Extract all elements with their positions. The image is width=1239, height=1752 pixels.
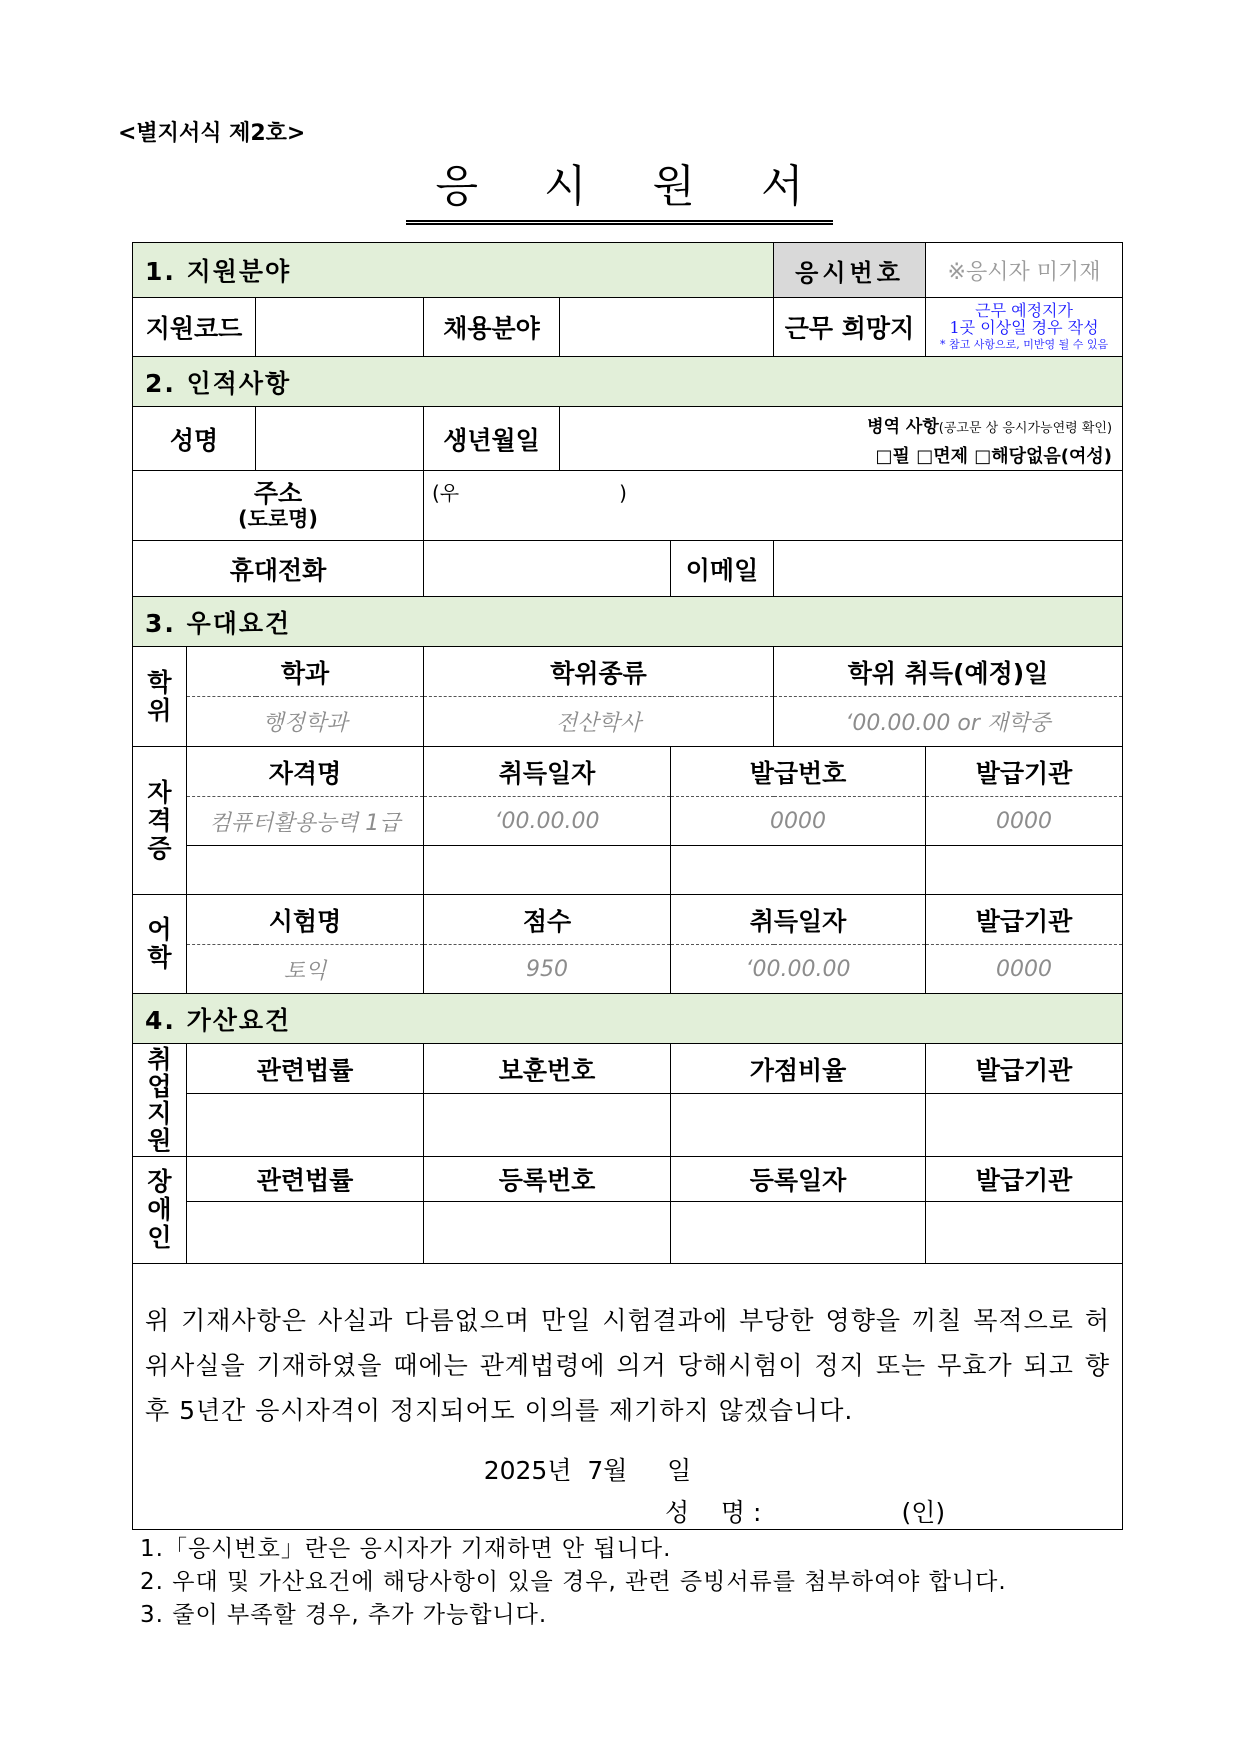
exam-number-field: ※응시자 미기재	[926, 243, 1123, 298]
degree-header-type: 학위종류	[424, 647, 774, 697]
page-title: 응 시 원 서	[406, 150, 834, 225]
lang-example-date[interactable]: ‘00.00.00	[671, 945, 926, 994]
cert-blank-date[interactable]	[424, 846, 671, 895]
declaration-date	[145, 1451, 1110, 1487]
cert-side-text: 자 격 증	[147, 777, 172, 863]
section-3-heading: 3. 우대요건	[133, 597, 1123, 647]
sign-label: 성 명 :	[665, 1498, 762, 1527]
name-field[interactable]	[256, 407, 424, 471]
exam-number-label: 응시번호	[774, 243, 926, 298]
employment-blank-law[interactable]	[187, 1094, 424, 1157]
email-label: 이메일	[671, 541, 774, 597]
section-2-heading: 2. 인적사항	[133, 357, 1123, 407]
degree-example-type[interactable]: 전산학사	[424, 697, 774, 747]
degree-example-major[interactable]: 행정학과	[187, 697, 424, 747]
workplace-note-3: * 참고 사항으로, 미반영 될 수 있음	[939, 337, 1109, 351]
lang-example-score[interactable]: 950	[424, 945, 671, 994]
disabled-header-date: 등록일자	[671, 1157, 926, 1202]
declaration-box	[133, 1264, 1123, 1530]
workplace-field[interactable]	[926, 298, 1123, 357]
cert-blank-name[interactable]	[187, 846, 424, 895]
military-options[interactable]: □필 □면제 □해당없음(여성)	[875, 445, 1113, 467]
birth-label: 생년월일	[424, 407, 560, 471]
address-label	[133, 471, 424, 541]
disabled-side-label	[133, 1157, 187, 1264]
military-note: (공고문 상 응시가능연령 확인)	[938, 420, 1113, 436]
lang-header-date: 취득일자	[671, 895, 926, 945]
address-field[interactable]	[424, 471, 1123, 541]
cert-example-date[interactable]: ‘00.00.00	[424, 797, 671, 846]
employment-header-issuer: 발급기관	[926, 1044, 1123, 1094]
military-label: 병역 사항	[867, 416, 939, 437]
workplace-label: 근무 희망지	[774, 298, 926, 357]
phone-label: 휴대전화	[133, 541, 424, 597]
lang-example-issuer[interactable]: 0000	[926, 945, 1123, 994]
disabled-side-text: 장 애 인	[147, 1167, 172, 1252]
employment-side-text: 취 업 지 원	[147, 1045, 172, 1155]
form-number: <별지서식 제2호>	[118, 121, 306, 146]
lang-side-label	[133, 895, 187, 994]
lang-example-test[interactable]: 토익	[187, 945, 424, 994]
cert-header-date: 취득일자	[424, 747, 671, 797]
disabled-blank-number[interactable]	[424, 1202, 671, 1264]
cert-side-label	[133, 747, 187, 895]
cert-blank-number[interactable]	[671, 846, 926, 895]
degree-example-date[interactable]: ‘00.00.00 or 재학중	[774, 697, 1123, 747]
apply-code-field[interactable]	[256, 298, 424, 357]
email-field[interactable]	[774, 541, 1123, 597]
section-1-heading: 1. 지원분야	[133, 243, 774, 298]
footnote-2: 2. 우대 및 가산요건에 해당사항이 있을 경우, 관련 증빙서류를 첨부하여야 합니다.	[140, 1569, 1007, 1595]
degree-side-text: 학 위	[147, 667, 172, 725]
phone-field[interactable]	[424, 541, 671, 597]
lang-header-issuer: 발급기관	[926, 895, 1123, 945]
disabled-blank-law[interactable]	[187, 1202, 424, 1264]
section-4-heading: 4. 가산요건	[133, 994, 1123, 1044]
degree-header-date: 학위 취득(예정)일	[774, 647, 1123, 697]
degree-side-label	[133, 647, 187, 747]
workplace-note-2: 1곳 이상일 경우 작성	[949, 317, 1099, 337]
date-text: 2025년 7월 일	[483, 1456, 692, 1485]
cert-blank-issuer[interactable]	[926, 846, 1123, 895]
employment-header-law: 관련법률	[187, 1044, 424, 1094]
lang-header-test: 시험명	[187, 895, 424, 945]
employment-blank-number[interactable]	[424, 1094, 671, 1157]
cert-header-name: 자격명	[187, 747, 424, 797]
signature-line	[145, 1493, 1110, 1529]
disabled-header-law: 관련법률	[187, 1157, 424, 1202]
cert-example-issuer[interactable]: 0000	[926, 797, 1123, 846]
disabled-header-number: 등록번호	[424, 1157, 671, 1202]
address-label-main: 주소	[253, 478, 303, 508]
cert-example-number[interactable]: 0000	[671, 797, 926, 846]
disabled-blank-date[interactable]	[671, 1202, 926, 1264]
lang-header-score: 점수	[424, 895, 671, 945]
zip-suffix: )	[619, 481, 627, 505]
disabled-header-issuer: 발급기관	[926, 1157, 1123, 1202]
footnotes	[140, 1533, 1007, 1632]
footnote-3: 3. 줄이 부족할 경우, 추가 가능합니다.	[140, 1602, 548, 1628]
employment-header-number: 보훈번호	[424, 1044, 671, 1094]
employment-blank-rate[interactable]	[671, 1094, 926, 1157]
name-label: 성명	[133, 407, 256, 471]
cert-header-issuer: 발급기관	[926, 747, 1123, 797]
hiring-field-field[interactable]	[560, 298, 774, 357]
seal-mark: (인)	[901, 1498, 946, 1527]
page-title-wrap	[0, 150, 1239, 225]
cert-header-number: 발급번호	[671, 747, 926, 797]
address-label-sub: (도로명)	[237, 506, 319, 531]
lang-side-text: 어 학	[147, 915, 172, 972]
footnote-1: 1.「응시번호」란은 응시자가 기재하면 안 됩니다.	[140, 1536, 672, 1562]
degree-header-major: 학과	[187, 647, 424, 697]
apply-code-label: 지원코드	[133, 298, 256, 357]
military-field[interactable]	[560, 407, 1123, 471]
workplace-note-1: 근무 예정지가	[975, 300, 1073, 320]
hiring-field-label: 채용분야	[424, 298, 560, 357]
employment-header-rate: 가점비율	[671, 1044, 926, 1094]
cert-example-name[interactable]: 컴퓨터활용능력 1급	[187, 797, 424, 846]
employment-blank-issuer[interactable]	[926, 1094, 1123, 1157]
employment-side-label	[133, 1044, 187, 1157]
declaration-text: 위 기재사항은 사실과 다름없으며 만일 시험결과에 부당한 영향을 끼칠 목적으로 허위사실을 기재하였을 때에는 관계법령에 의거 당해시험이 정지 또는 무효가 되고 향후 5년간 응시자격이 정지되어도 이의를 제기하지 않겠습니다.	[145, 1306, 1111, 1425]
zip-prefix: (우	[432, 481, 460, 505]
application-form-table	[132, 242, 1123, 1530]
disabled-blank-issuer[interactable]	[926, 1202, 1123, 1264]
